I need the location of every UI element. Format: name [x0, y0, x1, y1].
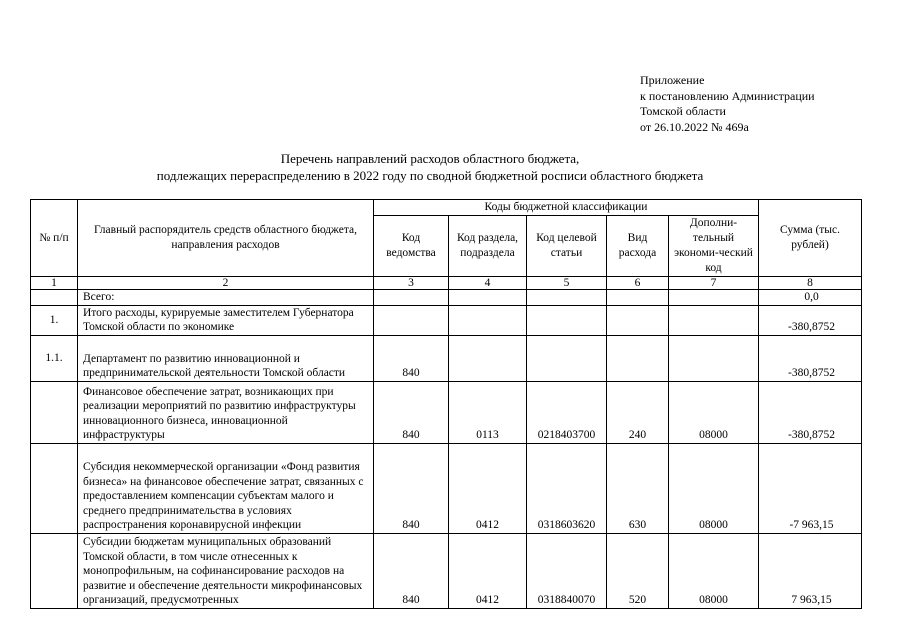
table-row — [31, 443, 862, 533]
budget-table — [30, 199, 862, 609]
column-number: 5 — [527, 277, 607, 290]
approval-line: от 26.10.2022 № 469а — [640, 119, 749, 134]
row-num: 1. — [31, 305, 78, 335]
document-title — [0, 151, 860, 184]
row-dop: 08000 — [669, 533, 759, 608]
table-row — [31, 305, 862, 335]
header-codes-group: Коды бюджетной классификации — [374, 200, 759, 216]
header-razdel: Код раздела, подраздела — [449, 216, 527, 277]
column-number: 7 — [669, 277, 759, 290]
approval-block — [640, 73, 815, 135]
row-vid: 520 — [607, 533, 669, 608]
row-razdel — [449, 290, 527, 306]
row-statya: 0318840070 — [527, 533, 607, 608]
column-number: 4 — [449, 277, 527, 290]
row-vid — [607, 335, 669, 381]
column-number: 2 — [78, 277, 374, 290]
row-name: Департамент по развитию инновационной и предпринимательской деятельности Томской области — [78, 335, 374, 381]
header-vid: Вид расхода — [607, 216, 669, 277]
row-sum: -380,8752 — [759, 381, 862, 443]
approval-line: Томской области — [640, 104, 726, 118]
approval-line: к постановлению Администрации — [640, 88, 815, 103]
row-statya: 0218403700 — [527, 381, 607, 443]
row-razdel: 0412 — [449, 533, 527, 608]
row-statya — [527, 305, 607, 335]
row-name: Субсидии бюджетам муниципальных образований Томской области, в том числе отнесенных к монопрофильным, на софинансирование расходов на развитие и обеспечение деятельности микрофинансовых организаций, предусмотренных — [78, 533, 374, 608]
row-vedomstvo: 840 — [374, 443, 449, 533]
column-number: 1 — [31, 277, 78, 290]
row-num — [31, 381, 78, 443]
row-dop: 08000 — [669, 381, 759, 443]
column-number: 8 — [759, 277, 862, 290]
row-dop: 08000 — [669, 443, 759, 533]
row-razdel — [449, 335, 527, 381]
row-sum: -7 963,15 — [759, 443, 862, 533]
row-vedomstvo — [374, 290, 449, 306]
row-name: Всего: — [78, 290, 374, 306]
row-vid — [607, 290, 669, 306]
row-dop — [669, 290, 759, 306]
row-name: Итого расходы, курируемые заместителем Губернатора Томской области по экономике — [78, 305, 374, 335]
header-vedomstvo: Код ведомства — [374, 216, 449, 277]
approval-line: Приложение — [640, 73, 705, 87]
row-vedomstvo: 840 — [374, 381, 449, 443]
row-razdel: 0412 — [449, 443, 527, 533]
row-vid: 240 — [607, 381, 669, 443]
row-sum: -380,8752 — [759, 335, 862, 381]
row-sum: 0,0 — [759, 290, 862, 306]
row-name: Субсидия некоммерческой организации «Фонд развития бизнеса» на финансовое обеспечение затрат, связанных с предоставлением компенсации субъектам малого и среднего предпринимательства в условиях распространения коронавирусной инфекции — [78, 443, 374, 533]
row-num — [31, 290, 78, 306]
row-num — [31, 443, 78, 533]
header-dop: Дополни-тельный экономи-ческий код — [669, 216, 759, 277]
header-sum: Сумма (тыс. рублей) — [759, 200, 862, 277]
row-vedomstvo: 840 — [374, 335, 449, 381]
row-statya — [527, 290, 607, 306]
row-vedomstvo: 840 — [374, 533, 449, 608]
column-number: 3 — [374, 277, 449, 290]
title-line-2: подлежащих перераспределению в 2022 году по сводной бюджетной росписи областного бюджета — [156, 167, 704, 183]
table-row — [31, 290, 862, 306]
row-sum: -380,8752 — [759, 305, 862, 335]
title-line-1: Перечень направлений расходов областного бюджета, — [280, 151, 580, 166]
header-name: Главный распорядитель средств областного бюджета, направления расходов — [78, 200, 374, 277]
row-sum: 7 963,15 — [759, 533, 862, 608]
header-num: № п/п — [31, 200, 78, 277]
row-statya: 0318603620 — [527, 443, 607, 533]
row-num: 1.1. — [31, 335, 78, 381]
table-row — [31, 381, 862, 443]
row-razdel: 0113 — [449, 381, 527, 443]
table-row — [31, 533, 862, 608]
row-razdel — [449, 305, 527, 335]
row-vid: 630 — [607, 443, 669, 533]
row-dop — [669, 305, 759, 335]
row-vedomstvo — [374, 305, 449, 335]
row-dop — [669, 335, 759, 381]
row-name: Финансовое обеспечение затрат, возникающих при реализации мероприятий по развитию инфраструктуры инновационного бизнеса, инновационной инфраструктуры — [78, 381, 374, 443]
row-statya — [527, 335, 607, 381]
row-vid — [607, 305, 669, 335]
row-num — [31, 533, 78, 608]
table-row — [31, 335, 862, 381]
header-statya: Код целевой статьи — [527, 216, 607, 277]
column-number: 6 — [607, 277, 669, 290]
